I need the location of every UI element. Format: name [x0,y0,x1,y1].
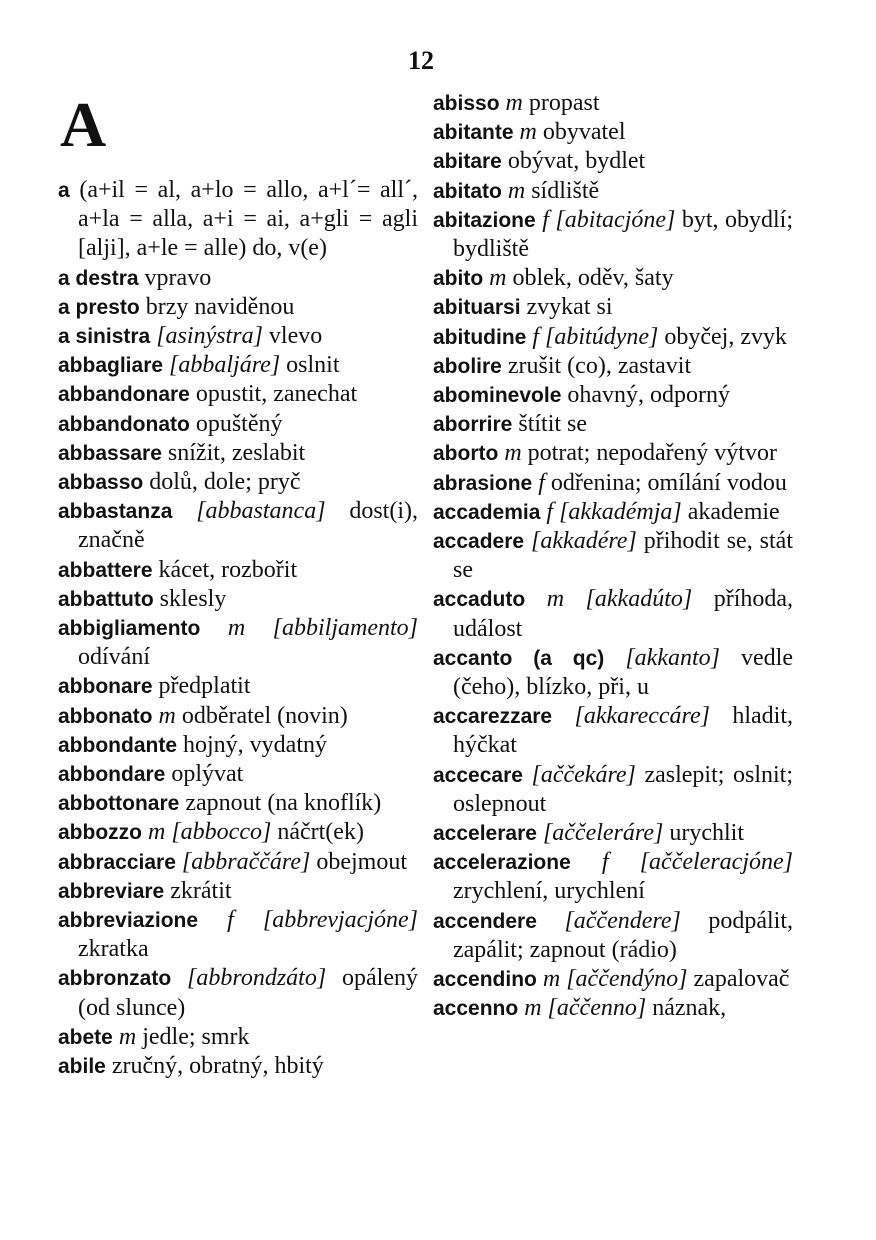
entry-gender: m [542,966,561,993]
entry-definition: náčrt(ek) [271,819,364,846]
dictionary-entry [58,556,418,585]
dictionary-entry [58,614,418,672]
entry-headword: abitante [433,121,514,145]
entry-gender: m [546,586,565,613]
entry-definition: zrušit (co), zastavit [501,352,692,379]
entry-gender: m [524,995,542,1022]
entry-headword: abisso [433,92,500,115]
entry-headword: abbondante [58,733,177,757]
entry-definition: opustit, zanechat [189,381,358,408]
entry-pronunciation: [aččeleracjóne] [639,849,793,876]
entry-pronunciation: [abbaljáre] [169,352,281,379]
entry-gender: f [538,469,545,496]
dictionary-entry [58,877,418,906]
dictionary-entry [58,176,418,264]
entry-definition: zručný, obratný, hbitý [105,1053,324,1080]
dictionary-entry [58,468,418,497]
entry-headword: abitazione [433,208,536,232]
entry-pronunciation: [abbrondzáto] [187,965,327,992]
entry-headword: a destra [58,266,139,290]
entry-pronunciation: [abbiljamento] [272,615,419,642]
entry-pronunciation: [abbraččáre] [181,848,311,875]
entry-headword: abbattuto [58,587,154,611]
entry-headword: aborrire [433,413,513,437]
entry-definition: opálený (od slunce) [78,965,418,1021]
entry-definition: snížit, zeslabit [161,439,306,466]
entry-pronunciation: [akkareccáre] [574,703,710,730]
dictionary-entry [433,527,793,585]
entry-definition: urychlit [663,820,744,847]
entry-definition: obyčej, zvyk [658,323,787,350]
dictionary-entry [433,118,793,147]
dictionary-entry [433,819,793,848]
entry-headword: accelerazione [433,851,571,875]
entry-definition: vedle (čeho), blízko, při, u [453,644,793,701]
dictionary-entry [58,702,418,731]
dictionary-entry [58,351,418,380]
entry-definition: zvykat si [520,294,613,321]
entry-headword: abbassare [58,441,162,465]
right-column [433,89,793,1024]
entry-definition: odběratel (novin) [175,702,348,729]
dictionary-entry [433,323,793,352]
entry-headword: abbondare [58,763,166,787]
dictionary-entry [58,585,418,614]
entry-gender: m [148,819,166,846]
entry-headword: abominevole [433,384,562,408]
entry-headword: accenno [433,997,519,1021]
entry-pronunciation: [aččendýno] [566,966,688,993]
entry-definition: hojný, vydatný [177,731,327,758]
entry-headword: accaduto [433,588,526,612]
dictionary-entry [58,964,418,1022]
entry-definition: jedle; smrk [136,1023,250,1050]
dictionary-entry [433,702,793,760]
entry-gender: m [158,702,176,729]
entry-definition: sklesly [153,585,227,612]
entry-headword: abitudine [433,325,527,349]
entry-definition: obejmout [310,848,408,875]
entry-headword: abituarsi [433,296,521,320]
entry-definition: obývat, bydlet [501,148,646,175]
entry-definition: zrychlení, urychlení [453,878,645,905]
entry-definition: zkrátit [164,877,232,904]
entry-gender: m [118,1023,137,1050]
dictionary-entry [58,848,418,877]
dictionary-entry [58,497,418,555]
entry-definition: zapnout (na knoflík) [179,790,382,817]
entry-definition: přihodit se, stát se [453,528,793,584]
entry-headword: accadere [433,530,525,554]
entry-definition: zkratka [78,936,149,963]
entry-headword: abbronzato [58,967,172,991]
entry-definition: obyvatel [536,119,626,146]
dictionary-entry [433,965,793,994]
entry-headword: abrasione [433,471,533,495]
entry-pronunciation: [abitacjóne] [555,206,676,233]
entry-headword: accelerare [433,822,537,846]
entry-definition: brzy naviděnou [139,293,295,320]
entry-headword: accanto (a qc) [433,646,605,670]
entry-definition: vpravo [138,264,212,291]
entry-definition: byt, obydlí; bydliště [453,206,794,263]
entry-definition: opuštěný [189,410,283,437]
entry-pronunciation: [aččeleráre] [542,820,664,847]
dictionary-entry [433,907,793,965]
dictionary-entry [58,439,418,468]
dictionary-entry [433,89,793,118]
entry-definition: zaslepit; oslnit; oslepnout [453,761,793,817]
entry-gender: f [532,323,540,350]
dictionary-entry [433,352,793,381]
entry-definition: oplývat [165,761,244,788]
entry-definition: propast [522,90,600,116]
entry-headword: abbattere [58,558,153,582]
dictionary-entry [433,206,793,264]
entry-headword: accendino [433,968,537,992]
dictionary-entry [58,1023,418,1052]
entry-headword: aborto [433,442,499,466]
entry-definition: zapalovač [687,966,790,993]
entry-gender: m [489,265,507,292]
entry-pronunciation: [asinýstra] [156,323,263,350]
entry-headword: abolire [433,354,502,378]
entry-headword: accarezzare [433,705,553,729]
entry-headword: accecare [433,763,523,787]
dictionary-entry [58,380,418,409]
dictionary-entry [433,264,793,293]
entry-headword: abbonato [58,704,153,728]
entry-gender: f [227,907,234,934]
entry-definition: akademie [681,498,780,525]
entry-headword: accendere [433,909,537,933]
page-number: 12 [408,46,434,75]
entry-definition: (a+il = al, a+lo = allo, a+l´= all´, a+la = alla, a+i = ai, a+gli = agli [alji], a+le = alle) do, v(e) [69,177,418,262]
entry-pronunciation: [abbrevjacjóne] [262,907,418,934]
entry-definition: dost(i), značně [78,498,418,554]
dictionary-entry [433,585,793,643]
entry-definition: hladit, hýčkat [453,703,794,759]
entry-gender: m [519,119,537,146]
dictionary-entry [433,994,793,1023]
dictionary-entry [433,177,793,206]
dictionary-entry [58,1052,418,1081]
entry-pronunciation: [abbastanca] [196,498,326,525]
entry-headword: abbastanza [58,500,173,524]
entry-headword: abbonare [58,675,153,699]
dictionary-entry [58,410,418,439]
dictionary-entry [433,381,793,410]
entry-headword: abbozzo [58,821,142,845]
entry-definition: oblek, oděv, šaty [506,265,674,292]
entry-headword: abitato [433,179,502,203]
dictionary-entry [433,439,793,468]
dictionary-entry [58,731,418,760]
entry-definition: kácet, rozbořit [152,556,298,583]
entry-headword: a sinistra [58,325,151,349]
entry-headword: accademia [433,500,541,524]
entry-headword: abbasso [58,471,144,495]
entry-headword: abbandonare [58,383,190,407]
entry-headword: abbigliamento [58,617,201,641]
dictionary-entry [433,410,793,439]
entry-headword: abbreviazione [58,909,199,933]
dictionary-entry [433,848,793,906]
left-column [58,176,418,1081]
entry-definition: odívání [78,644,150,671]
entry-headword: abbracciare [58,850,176,874]
dictionary-entry [433,147,793,176]
entry-headword: abito [433,267,484,291]
entry-pronunciation: [abitúdyne] [545,323,659,350]
entry-gender: m [504,440,522,467]
entry-gender: f [542,206,549,233]
entry-headword: abbandonato [58,412,190,436]
dictionary-entry [58,760,418,789]
entry-headword: a [58,179,70,202]
entry-definition: náznak, [646,995,727,1022]
dictionary-entry [433,644,793,702]
entry-definition: dolů, dole; pryč [143,469,301,496]
entry-gender: f [546,498,554,525]
dictionary-entry [433,498,793,527]
dictionary-entry [58,672,418,701]
entry-headword: abete [58,1025,113,1049]
entry-pronunciation: [abbocco] [171,819,272,846]
entry-pronunciation: [aččendere] [564,907,681,934]
dictionary-entry [58,322,418,351]
entry-gender: f [601,849,609,876]
entry-definition: oslnit [280,352,340,379]
entry-headword: abitare [433,150,502,174]
entry-definition: odřenina; omílání vodou [544,469,787,496]
entry-definition: ohavný, odporný [561,382,731,409]
entry-definition: potrat; nepodařený výtvor [521,440,777,467]
section-letter: A [60,89,107,160]
entry-definition: předplatit [152,673,251,700]
entry-headword: abbottonare [58,792,180,816]
entry-gender: m [227,615,246,642]
dictionary-entry [58,818,418,847]
dictionary-entry [433,761,793,819]
dictionary-entry [58,906,418,964]
entry-pronunciation: [akkanto] [625,644,720,671]
entry-pronunciation: [aččenno] [547,995,647,1022]
entry-definition: podpálit, zapálit; zapnout (rádio) [453,907,794,963]
entry-headword: abbagliare [58,354,164,378]
entry-pronunciation: [akkadémja] [559,498,682,525]
entry-pronunciation: [akkadúto] [585,586,693,613]
entry-definition: vlevo [262,323,323,350]
dictionary-entry [58,789,418,818]
entry-headword: a presto [58,295,140,319]
dictionary-entry [58,264,418,293]
entry-pronunciation: [aččekáre] [531,761,636,788]
entry-definition: sídliště [525,177,600,204]
dictionary-entry [433,469,793,498]
dictionary-entry [433,293,793,322]
entry-headword: abile [58,1055,106,1079]
entry-gender: m [505,90,523,116]
entry-pronunciation: [akkadére] [531,528,637,555]
entry-definition: příhoda, událost [453,586,794,642]
entry-headword: abbreviare [58,879,165,903]
entry-gender: m [507,177,526,204]
entry-definition: štítit se [512,411,588,438]
dictionary-entry [58,293,418,322]
